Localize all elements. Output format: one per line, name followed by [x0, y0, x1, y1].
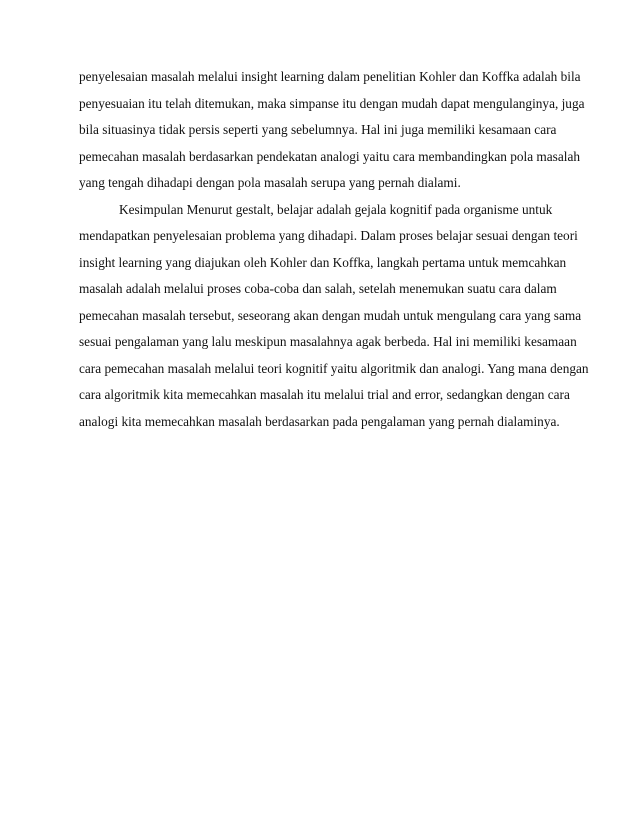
text-line: bila situasinya tidak persis seperti yang sebelumnya. Hal ini juga memiliki kesamaan cara — [79, 122, 557, 137]
text-line: sesuai pengalaman yang lalu meskipun masalahnya agak berbeda. Hal ini memiliki kesamaan — [79, 334, 577, 349]
text-line-indented: Kesimpulan Menurut gestalt, belajar adalah gejala kognitif pada organisme untuk — [119, 201, 553, 217]
text-line: cara algoritmik kita memecahkan masalah itu melalui trial and error, sedangkan dengan cara — [79, 387, 570, 402]
text-line: insight learning yang diajukan oleh Kohler dan Koffka, langkah pertama untuk memcahkan — [79, 254, 567, 270]
text-line: penyelesaian masalah melalui insight learning dalam penelitian Kohler dan Koffka adalah bila — [79, 69, 581, 84]
text-line: cara pemecahan masalah melalui teori kognitif yaitu algoritmik dan analogi. Yang mana dengan — [79, 360, 589, 376]
text-line: yang tengah dihadapi dengan pola masalah serupa yang pernah dialami. — [79, 175, 461, 190]
text-line: analogi kita memecahkan masalah berdasarkan pada pengalaman yang pernah dialaminya. — [79, 413, 560, 429]
text-line: pemecahan masalah berdasarkan pendekatan analogi yaitu cara membandingkan pola masalah — [79, 148, 580, 164]
document-body — [79, 64, 589, 435]
text-line: masalah adalah melalui proses coba-coba dan salah, setelah menemukan suatu cara dalam — [79, 281, 557, 296]
text-line: pemecahan masalah tersebut, seseorang akan dengan mudah untuk mengulang cara yang sama — [79, 307, 582, 323]
paragraph-kesimpulan — [79, 197, 589, 436]
text-line: penyesuaian itu telah ditemukan, maka simpanse itu dengan mudah dapat mengulanginya, juga — [79, 95, 585, 111]
paragraph-continuation — [79, 64, 585, 197]
text-line: mendapatkan penyelesaian problema yang dihadapi. Dalam proses belajar sesuai dengan teori — [79, 228, 578, 243]
